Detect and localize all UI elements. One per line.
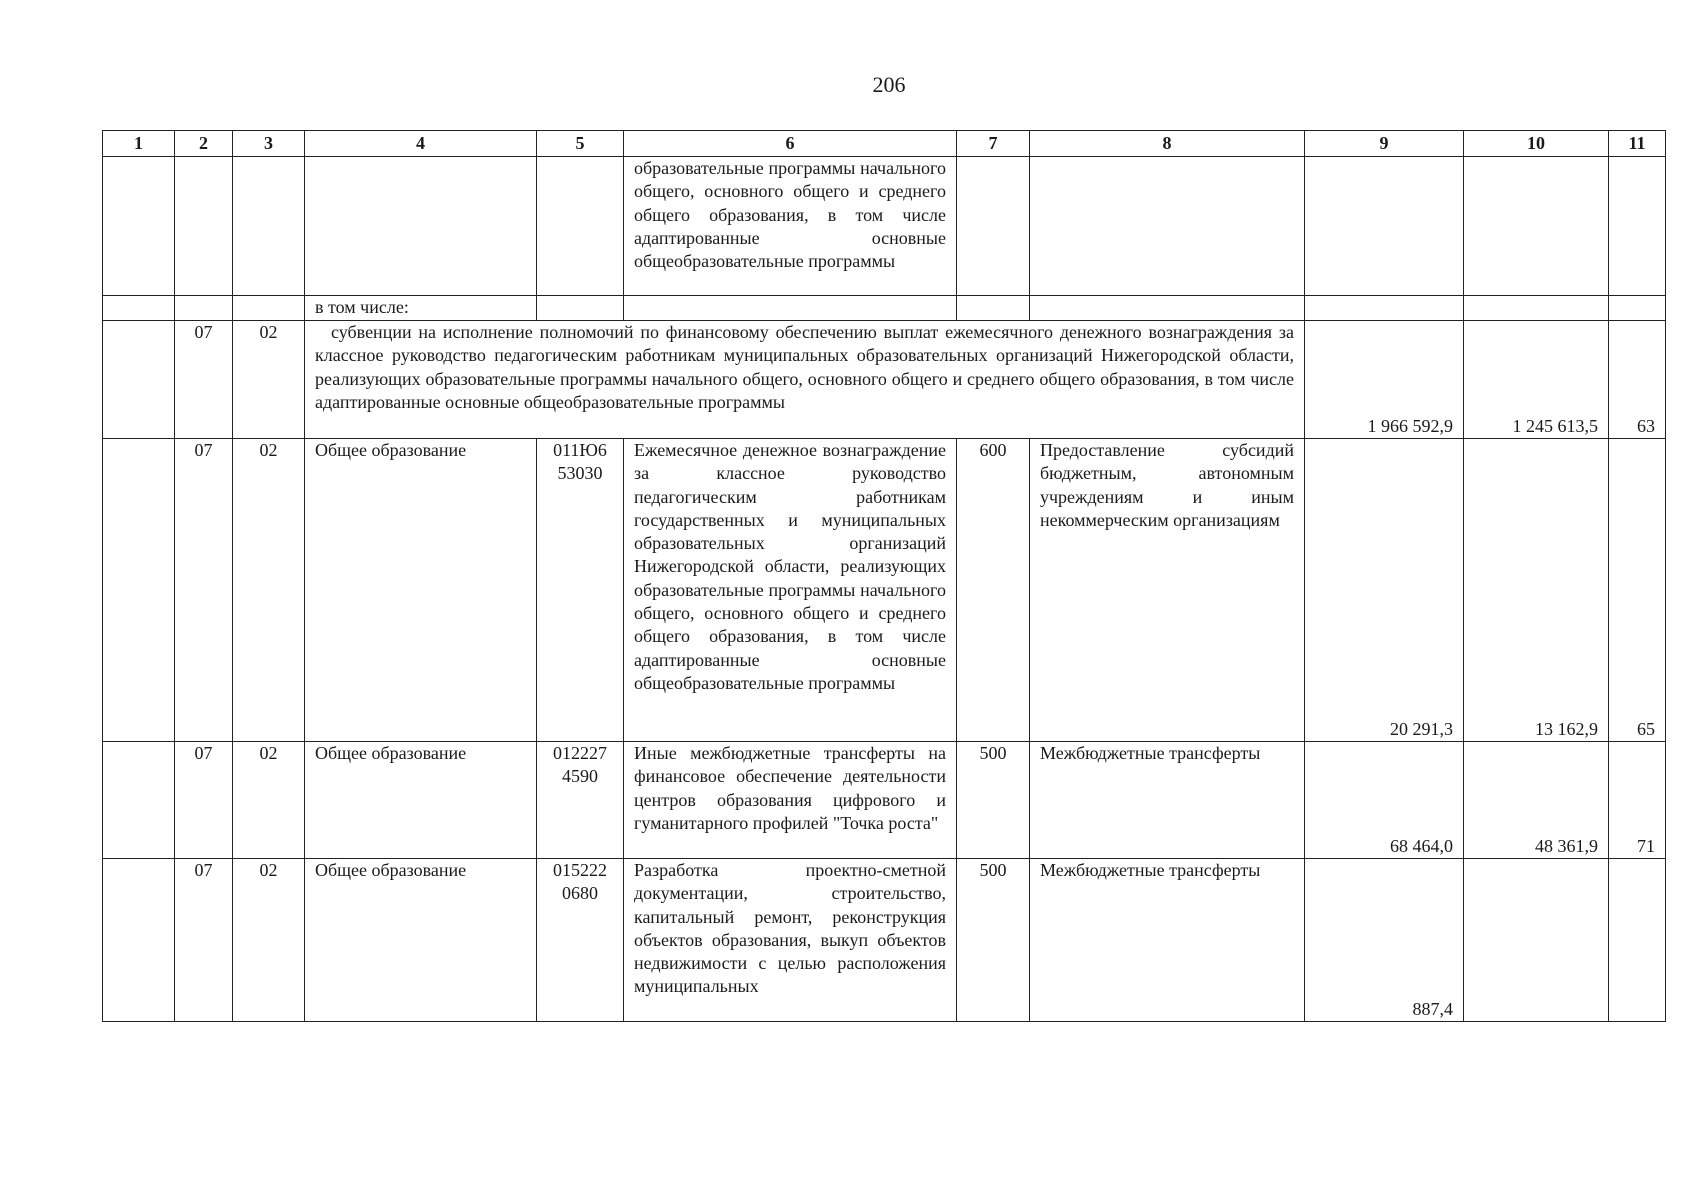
table-row — [103, 321, 1666, 439]
table-row — [103, 439, 1666, 742]
subsection-code: 02 — [233, 859, 305, 1022]
table-cell — [305, 157, 537, 296]
table-cell — [103, 321, 175, 439]
target-article-code: 015222 0680 — [537, 859, 624, 1022]
amount-col9: 68 464,0 — [1305, 742, 1464, 859]
table-cell — [1464, 157, 1609, 296]
amount-col9: 20 291,3 — [1305, 439, 1464, 742]
header-row — [103, 131, 1666, 157]
table-cell — [1609, 157, 1666, 296]
table-cell — [1305, 157, 1464, 296]
table-cell — [103, 859, 175, 1022]
table-cell — [1030, 157, 1305, 296]
amount-col9: 1 966 592,9 — [1305, 321, 1464, 439]
purpose-description: Разработка проектно-сметной документации, строительство, капитальный ремонт, реконструкция объектов образования, выкуп объектов недвижимости с целью расположения муниципальных — [624, 859, 957, 1022]
column-header: 1 — [103, 131, 175, 157]
target-article-code: 012227 4590 — [537, 742, 624, 859]
table-cell — [175, 157, 233, 296]
percent-col11: 65 — [1609, 439, 1666, 742]
purpose-description: Ежемесячное денежное вознаграждение за классное руководство педагогическим работникам государственных и муниципальных образовательных организаций Нижегородской области, реализующих образовательные программы начального общего, основного общего и среднего общего образования, в том числе адаптированные основные общеобразовательные программы — [624, 439, 957, 742]
amount-col9: 887,4 — [1305, 859, 1464, 1022]
table-cell — [1609, 296, 1666, 321]
expense-type-name: Предоставление субсидий бюджетным, автономным учреждениям и иным некоммерческим организациям — [1030, 439, 1305, 742]
budget-table — [102, 130, 1666, 1022]
table-cell — [957, 296, 1030, 321]
column-header: 3 — [233, 131, 305, 157]
table-cell — [537, 296, 624, 321]
table-cell — [233, 296, 305, 321]
expense-type-name: Межбюджетные трансферты — [1030, 742, 1305, 859]
section-name: Общее образование — [305, 859, 537, 1022]
table-row — [103, 296, 1666, 321]
purpose-description: образовательные программы начального общего, основного общего и среднего общего образования, в том числе адаптированные основные общеобразовательные программы — [624, 157, 957, 296]
subsection-code: 02 — [233, 439, 305, 742]
table-cell — [1030, 296, 1305, 321]
table-row — [103, 157, 1666, 296]
purpose-description: Иные межбюджетные трансферты на финансовое обеспечение деятельности центров образования цифрового и гуманитарного профилей "Точка роста" — [624, 742, 957, 859]
table-cell — [957, 157, 1030, 296]
column-header: 11 — [1609, 131, 1666, 157]
section-name: Общее образование — [305, 439, 537, 742]
table-cell — [103, 742, 175, 859]
table-cell — [233, 157, 305, 296]
section-code: 07 — [175, 321, 233, 439]
section-name: Общее образование — [305, 742, 537, 859]
table-cell — [1464, 296, 1609, 321]
section-code: 07 — [175, 859, 233, 1022]
including-label: в том числе: — [305, 296, 537, 321]
table-cell — [103, 439, 175, 742]
table-cell — [175, 296, 233, 321]
expense-type-name: Межбюджетные трансферты — [1030, 859, 1305, 1022]
percent-col11: 71 — [1609, 742, 1666, 859]
section-code: 07 — [175, 439, 233, 742]
amount-col10: 13 162,9 — [1464, 439, 1609, 742]
amount-col10: 1 245 613,5 — [1464, 321, 1609, 439]
column-header: 10 — [1464, 131, 1609, 157]
expense-type-code: 500 — [957, 859, 1030, 1022]
table-row — [103, 859, 1666, 1022]
page-number: 206 — [872, 72, 906, 97]
subsection-code: 02 — [233, 742, 305, 859]
column-header: 9 — [1305, 131, 1464, 157]
column-header: 6 — [624, 131, 957, 157]
section-code: 07 — [175, 742, 233, 859]
column-header: 2 — [175, 131, 233, 157]
percent-col11 — [1609, 859, 1666, 1022]
table-cell — [624, 296, 957, 321]
table-row — [103, 742, 1666, 859]
expense-type-code: 500 — [957, 742, 1030, 859]
expense-type-code: 600 — [957, 439, 1030, 742]
amount-col10 — [1464, 859, 1609, 1022]
percent-col11: 63 — [1609, 321, 1666, 439]
column-header: 4 — [305, 131, 537, 157]
subvention-description: субвенции на исполнение полномочий по финансовому обеспечению выплат ежемесячного денежного вознаграждения за классное руководство педагогическим работникам муниципальных образовательных организаций Нижегородской области, реализующих образовательные программы начального общего, основного общего и среднего общего образования, в том числе адаптированные основные общеобразовательные программы — [305, 321, 1305, 439]
subsection-code: 02 — [233, 321, 305, 439]
column-header: 5 — [537, 131, 624, 157]
column-header: 7 — [957, 131, 1030, 157]
amount-col10: 48 361,9 — [1464, 742, 1609, 859]
table-cell — [1305, 296, 1464, 321]
target-article-code: 011Ю6 53030 — [537, 439, 624, 742]
table-cell — [537, 157, 624, 296]
column-header: 8 — [1030, 131, 1305, 157]
table-cell — [103, 296, 175, 321]
table-cell — [103, 157, 175, 296]
